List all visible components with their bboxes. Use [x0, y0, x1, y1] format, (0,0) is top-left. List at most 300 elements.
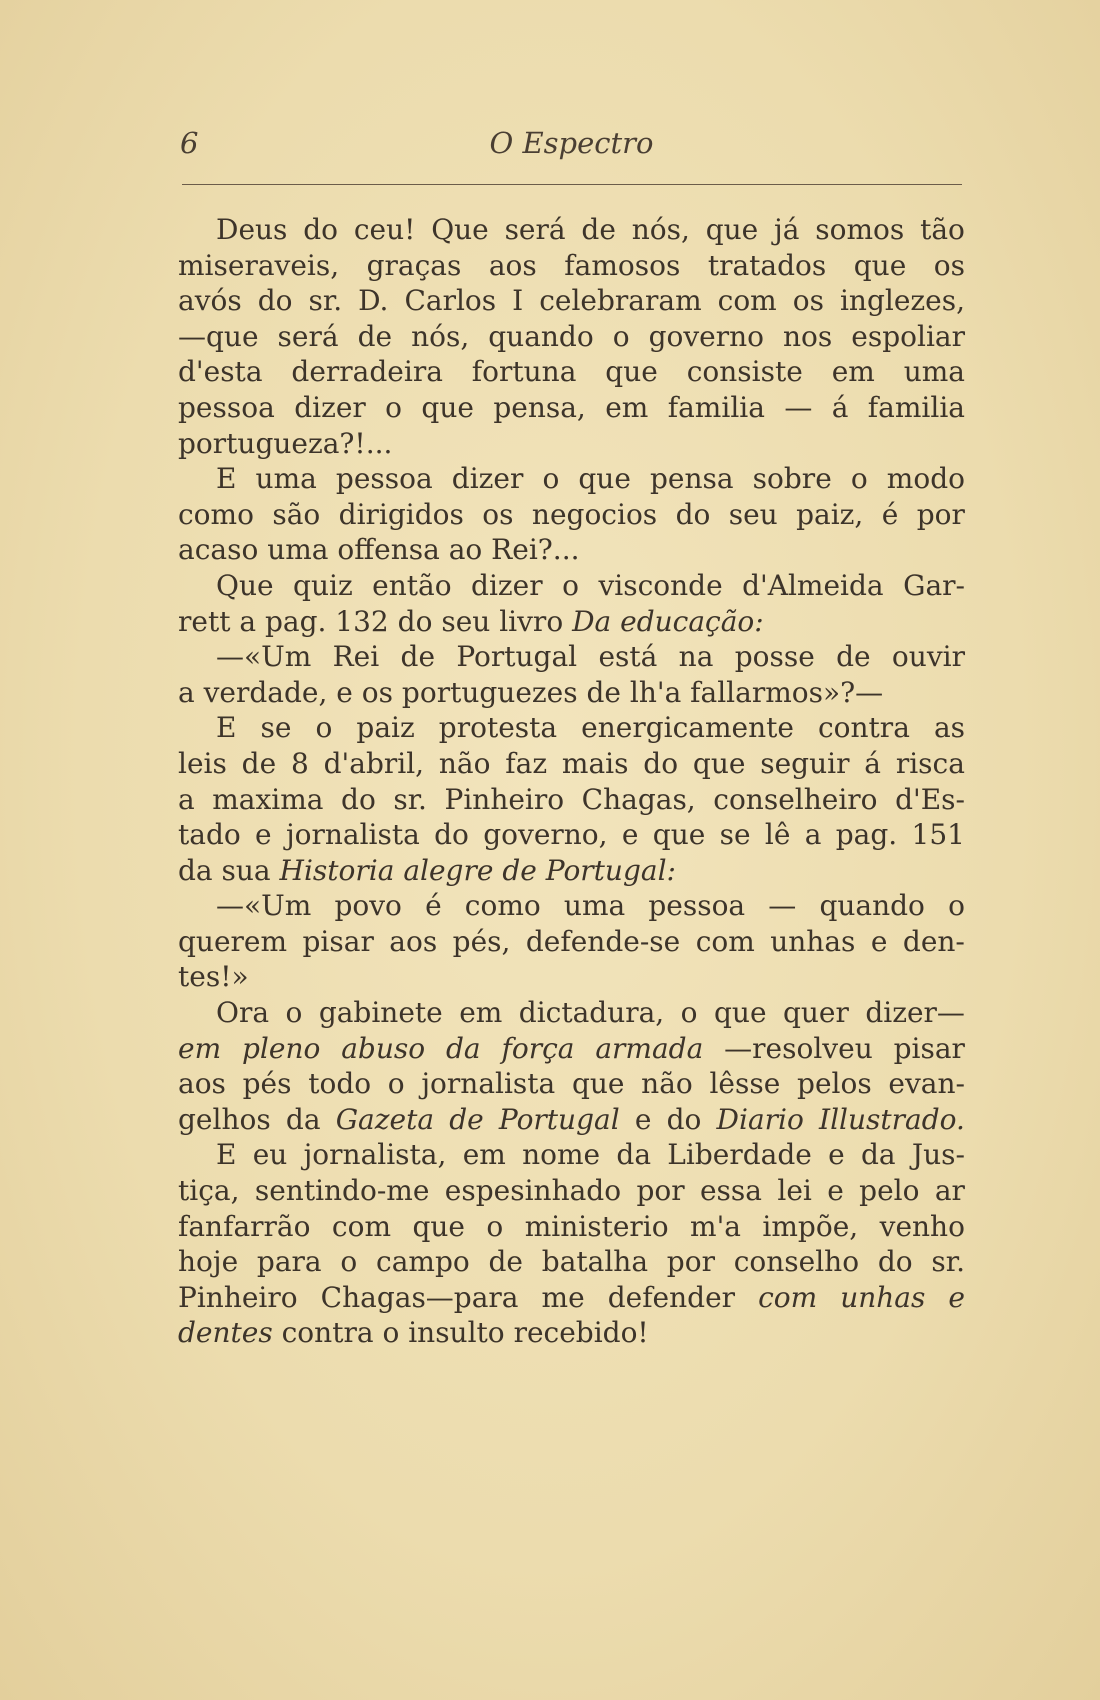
text-line: [178, 497, 965, 533]
word: pés,: [452, 924, 511, 958]
text-line: [178, 532, 965, 568]
word: E: [216, 462, 237, 496]
word: contra: [817, 711, 910, 745]
word: pés: [242, 1067, 292, 1101]
word: se: [719, 818, 751, 852]
word: avós: [178, 284, 242, 318]
word: pag.: [264, 604, 336, 638]
word: por: [916, 497, 965, 531]
word: pleno: [242, 1031, 321, 1065]
word: portuguezes: [401, 675, 587, 709]
word: campo: [376, 1245, 470, 1279]
word: da: [445, 1031, 481, 1065]
text-line: [178, 1031, 965, 1067]
word: que: [705, 213, 759, 246]
word: portugueza?!...: [178, 426, 393, 460]
word: dizer: [294, 390, 366, 424]
word: dizer: [451, 462, 524, 496]
word: Carlos: [404, 284, 497, 318]
word: famosos: [564, 248, 681, 282]
word: aos: [178, 1067, 226, 1101]
word: povo: [334, 889, 402, 923]
word: á: [831, 390, 849, 424]
word: espoliar: [851, 319, 965, 353]
word: defende-se: [525, 924, 681, 958]
word: pelos: [797, 1067, 872, 1101]
word: m'a: [690, 1209, 741, 1243]
word: lh'a: [629, 675, 691, 709]
word: ouvir: [891, 640, 965, 674]
word: de: [502, 853, 546, 887]
word: familia: [867, 390, 965, 424]
text-line: [178, 782, 965, 818]
word: tes!»: [178, 960, 249, 994]
word: por: [636, 1174, 685, 1208]
word: á: [864, 746, 881, 780]
word: Historia: [279, 853, 404, 887]
word: faz: [505, 746, 548, 780]
word: não: [438, 746, 491, 780]
word: se: [260, 711, 292, 745]
word: ao: [448, 533, 492, 567]
word: conselheiro: [713, 782, 878, 816]
word: e: [870, 924, 888, 958]
word: ar: [934, 1174, 965, 1208]
word: o: [382, 1316, 409, 1350]
text-line: [178, 390, 965, 426]
word: do: [675, 497, 711, 531]
word: será: [277, 319, 339, 353]
word: pelo: [859, 1174, 920, 1208]
running-title: O Espectro: [489, 126, 654, 160]
word: o: [680, 996, 698, 1030]
word: jornalista: [285, 818, 420, 852]
word: Portugal:: [545, 853, 676, 887]
word: consiste: [686, 355, 803, 389]
word: na: [678, 640, 714, 674]
word: uma: [563, 889, 626, 923]
word: e: [255, 818, 272, 852]
word: —que: [178, 319, 259, 353]
word: da: [860, 1138, 896, 1172]
word: Pinheiro: [444, 782, 565, 816]
word: hoje: [178, 1245, 239, 1279]
word: a: [804, 818, 822, 852]
word: que: [692, 746, 746, 780]
word: os: [792, 284, 824, 318]
word: o: [385, 390, 403, 424]
word: armada: [595, 1031, 704, 1065]
word: miseraveis,: [178, 248, 340, 282]
word: uma: [267, 533, 338, 567]
word: paiz: [356, 711, 415, 745]
word: de: [241, 746, 277, 780]
word: os: [361, 675, 402, 709]
word: já: [774, 213, 800, 246]
word: que: [853, 248, 907, 282]
word: está: [598, 640, 658, 674]
word: sr.: [393, 782, 427, 816]
word: unhas: [840, 1280, 926, 1314]
word: gelhos: [178, 1102, 271, 1136]
word: verdade,: [203, 675, 337, 709]
word: aos: [488, 248, 537, 282]
word: tiça,: [178, 1174, 240, 1208]
word: insulto: [408, 1316, 514, 1350]
word: governo: [648, 319, 765, 353]
word: batalha: [541, 1245, 649, 1279]
word: seguir: [760, 746, 850, 780]
word: protesta: [438, 711, 558, 745]
word: lêsse: [709, 1067, 781, 1101]
word: derradeira: [291, 355, 443, 389]
word: e: [621, 818, 639, 852]
word: inglezes,: [839, 284, 965, 318]
word: pag.: [835, 818, 898, 852]
word: ceu!: [353, 213, 416, 246]
word: o: [948, 889, 965, 923]
word: defender: [607, 1280, 736, 1314]
word: que: [605, 355, 658, 389]
word: Rei: [332, 640, 380, 674]
word: do: [397, 604, 442, 638]
word: nome: [522, 1138, 601, 1172]
word: Chagas—para: [320, 1280, 519, 1314]
word: sobre: [752, 462, 832, 496]
word: da: [616, 1138, 652, 1172]
word: sentindo-me: [254, 1174, 430, 1208]
word: nos: [783, 319, 833, 353]
text-line: [178, 568, 965, 604]
word: 132: [335, 604, 398, 638]
word: quando: [488, 319, 594, 353]
text-line: [178, 1102, 965, 1138]
word: mais: [561, 746, 629, 780]
word: impõe,: [762, 1209, 859, 1243]
word: lei: [777, 1174, 812, 1208]
text-line: [178, 319, 965, 355]
word: uma: [903, 355, 965, 389]
word: o: [562, 568, 579, 602]
word: que: [652, 818, 706, 852]
text-line: [178, 853, 965, 889]
word: tado: [178, 818, 241, 852]
word: aos: [389, 924, 438, 958]
header-rule: [182, 184, 962, 185]
word: e: [336, 675, 362, 709]
word: com: [695, 924, 755, 958]
word: 8: [290, 746, 309, 780]
word: pessoa: [335, 462, 433, 496]
word: —«Um: [216, 640, 312, 674]
word: fallarmos»?—: [690, 675, 884, 709]
word: de: [488, 1245, 523, 1279]
word: e: [828, 1138, 845, 1172]
word: d'abril,: [323, 746, 425, 780]
word: a: [239, 604, 265, 638]
word: sr.: [931, 1245, 965, 1279]
text-line: [178, 283, 965, 319]
word: —resolveu: [724, 1031, 873, 1065]
word: Pinheiro: [178, 1280, 298, 1314]
word: governo,: [483, 818, 608, 852]
word: não: [641, 1067, 693, 1101]
text-line: [178, 1315, 965, 1351]
word: como: [464, 889, 541, 923]
word: em: [462, 1138, 506, 1172]
text-line: [178, 604, 965, 640]
word: pisar: [302, 924, 374, 958]
word: —«Um: [216, 889, 312, 923]
word: para: [256, 1245, 322, 1279]
word: E: [216, 1138, 237, 1172]
word: posse: [734, 640, 815, 674]
word: celebraram: [539, 284, 702, 318]
word: Liberdade: [667, 1138, 812, 1172]
word: essa: [699, 1174, 762, 1208]
word: Gazeta: [335, 1102, 435, 1136]
word: Deus: [216, 213, 288, 246]
word: dentes: [178, 1316, 282, 1350]
word: gabinete: [318, 996, 443, 1030]
word: dictadura,: [518, 996, 665, 1030]
text-line: [178, 746, 965, 782]
text-line: [178, 1066, 965, 1102]
word: então: [372, 568, 452, 602]
word: D.: [358, 284, 389, 318]
word: em: [178, 1031, 222, 1065]
word: jornalista,: [303, 1138, 447, 1172]
word: o: [486, 1209, 504, 1243]
word: Ora: [216, 996, 270, 1030]
word: fortuna: [471, 355, 577, 389]
word: quiz: [293, 568, 353, 602]
word: de: [400, 640, 436, 674]
word: pensa,: [493, 390, 586, 424]
text-line: [178, 995, 965, 1031]
text-line: [178, 1280, 965, 1316]
word: rett: [178, 604, 240, 638]
word: pessoa: [648, 889, 746, 923]
word: de: [836, 640, 871, 674]
word: será: [504, 213, 566, 246]
word: uma: [255, 462, 317, 496]
word: visconde: [598, 568, 723, 602]
page-header: [178, 126, 965, 172]
word: os: [933, 248, 965, 282]
word: graças: [366, 248, 462, 282]
word: Chagas,: [581, 782, 696, 816]
word: seu: [441, 604, 500, 638]
word: recebido!: [513, 1316, 649, 1350]
word: abuso: [341, 1031, 426, 1065]
word: Gar-: [903, 568, 965, 602]
word: dirigidos: [338, 497, 464, 531]
word: que: [578, 462, 631, 496]
word: como: [178, 497, 254, 531]
word: familia: [667, 390, 765, 424]
word: Rei?...: [491, 533, 580, 567]
word: somos: [815, 213, 905, 246]
word: é: [881, 497, 899, 531]
word: tratados: [707, 248, 827, 282]
word: conselho: [733, 1245, 860, 1279]
text-line: [178, 1173, 965, 1209]
text-line: [178, 461, 965, 497]
word: do: [257, 284, 293, 318]
word: educação:: [620, 604, 764, 638]
word: alegre: [403, 853, 503, 887]
word: modo: [886, 462, 965, 496]
body-text: [178, 212, 965, 1351]
text-line: [178, 888, 965, 924]
word: o: [850, 462, 868, 496]
word: com: [331, 1209, 391, 1243]
word: o: [285, 996, 303, 1030]
word: nós,: [631, 213, 690, 246]
word: e: [634, 1102, 652, 1136]
word: do: [303, 213, 339, 246]
word: quando: [819, 889, 925, 923]
word: do: [666, 1102, 702, 1136]
word: eu: [252, 1138, 288, 1172]
word: sua: [221, 853, 280, 887]
word: pensa: [649, 462, 734, 496]
word: offensa: [337, 533, 449, 567]
word: todo: [308, 1067, 372, 1101]
word: Da: [572, 604, 621, 638]
word: lê: [764, 818, 791, 852]
word: leis: [178, 746, 227, 780]
word: quer: [782, 996, 849, 1030]
word: o: [340, 1245, 358, 1279]
word: nós,: [411, 319, 470, 353]
word: dizer: [471, 568, 543, 602]
word: Portugal: [456, 640, 578, 674]
word: o: [387, 1067, 405, 1101]
word: I: [512, 284, 524, 318]
word: den-: [902, 924, 965, 958]
word: são: [272, 497, 321, 531]
word: força: [501, 1031, 575, 1065]
word: em: [459, 996, 503, 1030]
word: Diario: [716, 1102, 804, 1136]
word: de: [581, 213, 616, 246]
word: acaso: [178, 533, 268, 567]
word: que: [421, 390, 474, 424]
text-line: [178, 959, 965, 995]
word: do: [341, 782, 376, 816]
word: jornalista: [421, 1067, 556, 1101]
word: o: [315, 711, 333, 745]
word: do: [877, 1245, 913, 1279]
text-line: [178, 1209, 965, 1245]
word: dizer—: [865, 996, 965, 1030]
word: as: [933, 711, 965, 745]
page-number: 6: [180, 126, 199, 160]
word: o: [542, 462, 560, 496]
word: venho: [879, 1209, 965, 1243]
word: querem: [178, 924, 288, 958]
word: em: [605, 390, 649, 424]
word: evan-: [888, 1067, 965, 1101]
word: do: [434, 818, 469, 852]
text-line: [178, 639, 965, 675]
word: me: [541, 1280, 585, 1314]
word: que: [412, 1209, 465, 1243]
word: que: [571, 1067, 625, 1101]
word: o: [612, 319, 630, 353]
word: seu: [728, 497, 778, 531]
word: ministerio: [524, 1209, 669, 1243]
word: livro: [499, 604, 573, 638]
word: a: [178, 782, 195, 816]
word: contra: [281, 1316, 383, 1350]
word: Que: [216, 568, 274, 602]
text-line: [178, 1137, 965, 1173]
word: d'Almeida: [742, 568, 884, 602]
word: maxima: [212, 782, 324, 816]
word: pessoa: [178, 390, 275, 424]
word: com: [717, 284, 777, 318]
word: E: [216, 711, 237, 745]
text-line: [178, 710, 965, 746]
word: Illustrado.: [819, 1102, 965, 1136]
word: espesinhado: [444, 1174, 622, 1208]
word: Jus-: [911, 1138, 965, 1172]
word: paiz,: [796, 497, 864, 531]
word: unhas: [770, 924, 856, 958]
word: d'Es-: [895, 782, 965, 816]
word: risca: [895, 746, 965, 780]
word: de: [449, 1102, 484, 1136]
word: com: [758, 1280, 818, 1314]
word: do: [643, 746, 679, 780]
word: e: [948, 1280, 965, 1314]
text-line: [178, 924, 965, 960]
word: e: [827, 1174, 844, 1208]
text-line: [178, 354, 965, 390]
word: d'esta: [178, 355, 263, 389]
word: da: [285, 1102, 321, 1136]
word: Portugal: [498, 1102, 620, 1136]
book-page: [178, 0, 965, 1700]
word: negocios: [531, 497, 658, 531]
word: da: [178, 853, 222, 887]
word: energicamente: [581, 711, 794, 745]
word: de: [357, 319, 393, 353]
word: a: [178, 675, 204, 709]
word: Que: [431, 213, 489, 246]
word: —: [784, 390, 813, 424]
word: fanfarrão: [178, 1209, 311, 1243]
word: de: [586, 675, 630, 709]
word: tão: [920, 213, 965, 246]
text-line: [178, 248, 965, 284]
text-line: [178, 675, 965, 711]
word: que: [713, 996, 767, 1030]
text-line: [178, 426, 965, 462]
word: em: [831, 355, 875, 389]
word: sr.: [308, 284, 343, 318]
word: os: [482, 497, 514, 531]
text-line: [178, 817, 965, 853]
text-line: [178, 212, 965, 248]
word: —: [768, 889, 797, 923]
word: pisar: [893, 1031, 965, 1065]
word: 151: [911, 818, 965, 852]
word: é: [425, 889, 442, 923]
